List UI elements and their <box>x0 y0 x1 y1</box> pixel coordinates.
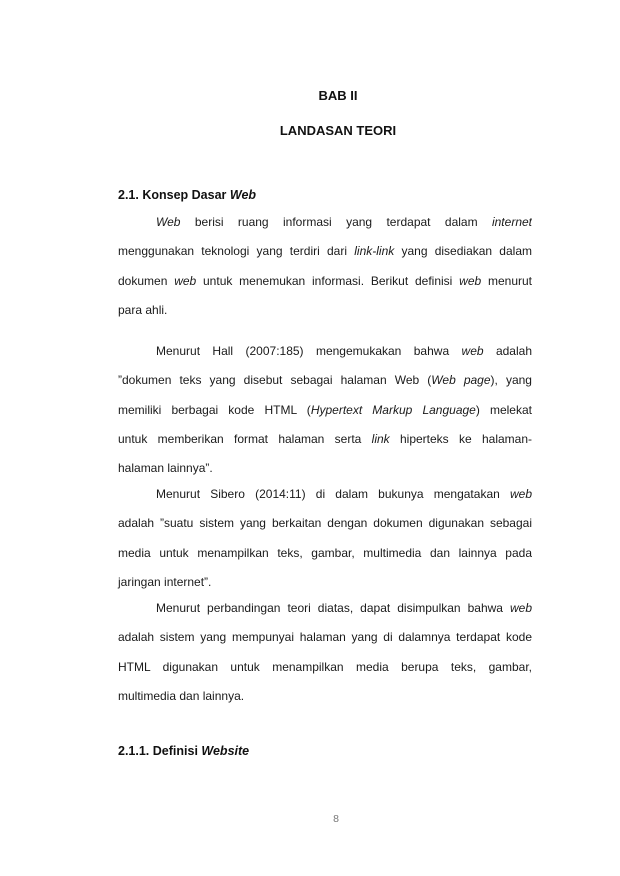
section-number: 2.1. <box>118 188 139 202</box>
text-line: dokumen web untuk menemukan informasi. Berikut definisi web menurut <box>118 273 532 288</box>
section-label: Definisi <box>152 744 198 758</box>
text-line: untuk memberikan format halaman serta link hiperteks ke halaman- <box>118 431 532 446</box>
text-line: halaman lainnya”. <box>118 461 213 476</box>
paragraph-hall-definition <box>118 337 532 483</box>
text-line: para ahli. <box>118 302 168 317</box>
text-line: adalah sistem yang mempunyai halaman yang di dalamnya terdapat kode <box>118 630 532 645</box>
text-line: memiliki berbagai kode HTML (Hypertext Markup Language) melekat <box>118 402 532 417</box>
text-line: Menurut Sibero (2014:11) di dalam bukunya mengatakan web <box>156 487 532 501</box>
section-heading-definisi-website <box>118 744 249 758</box>
text-line: Menurut perbandingan teori diatas, dapat disimpulkan bahwa web <box>156 601 532 615</box>
chapter-number: BAB II <box>318 88 358 103</box>
text-line: media untuk menampilkan teks, gambar, multimedia dan lainnya pada <box>118 545 532 560</box>
text-line: Web berisi ruang informasi yang terdapat dalam internet <box>156 215 532 229</box>
paragraph-sibero-definition <box>118 480 532 597</box>
section-heading-konsep-dasar-web <box>118 188 256 202</box>
page-number: 8 <box>333 813 339 825</box>
section-label: Konsep Dasar <box>142 188 227 202</box>
section-number: 2.1.1. <box>118 744 150 758</box>
paragraph-web-definition <box>118 208 532 325</box>
text-line: ”dokumen teks yang disebut sebagai halaman Web (Web page), yang <box>118 373 532 388</box>
paragraph-conclusion <box>118 594 532 711</box>
text-line: jaringan internet”. <box>118 574 212 589</box>
text-line: adalah ”suatu sistem yang berkaitan dengan dokumen digunakan sebagai <box>118 516 532 531</box>
text-line: Menurut Hall (2007:185) mengemukakan bahwa web adalah <box>156 344 532 358</box>
section-label-italic: Web <box>229 188 257 202</box>
chapter-title: LANDASAN TEORI <box>279 123 397 138</box>
text-line: HTML digunakan untuk menampilkan media berupa teks, gambar, <box>118 659 532 674</box>
section-label-italic: Website <box>201 744 250 758</box>
text-line: menggunakan teknologi yang terdiri dari link-link yang disediakan dalam <box>118 244 532 259</box>
text-line: multimedia dan lainnya. <box>118 688 245 703</box>
